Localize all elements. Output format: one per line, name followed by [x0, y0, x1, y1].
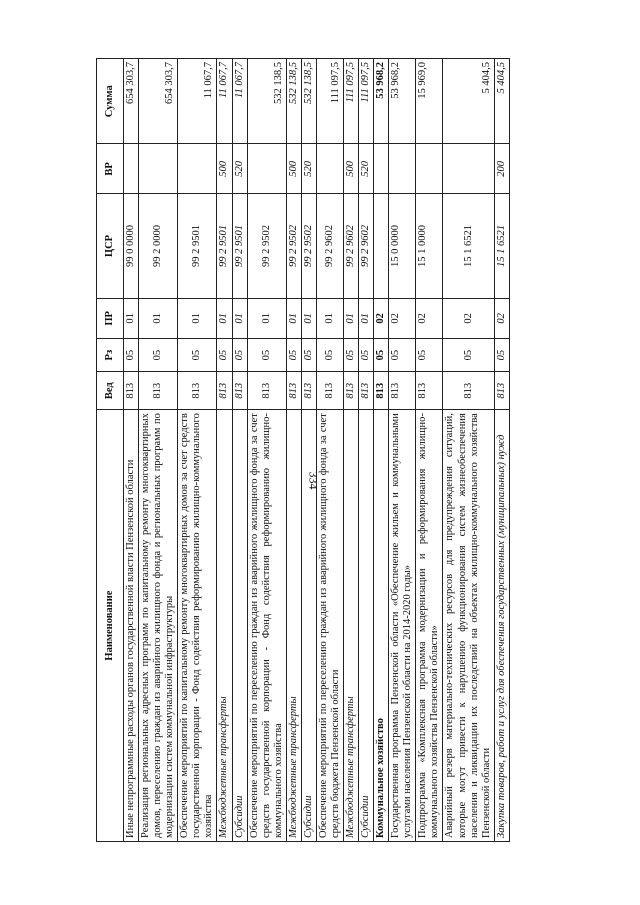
cell-pr: 01 [124, 298, 139, 338]
cell-csr: 99 2 9502 [247, 194, 286, 298]
cell-sum: 111 097,5 [344, 59, 359, 144]
table-row [443, 59, 494, 842]
cell-ved: 813 [494, 372, 509, 410]
header-vr: ВР [97, 144, 124, 194]
cell-name: Государственная программа Пензенской области «Обеспечение жильем и коммунальными услугами населения Пензенской области на 2014-2020 годы» [389, 410, 416, 842]
cell-ved: 813 [286, 372, 301, 410]
cell-vr: 520 [359, 144, 374, 194]
table-row [217, 59, 232, 842]
table-body [124, 59, 510, 842]
cell-csr: 99 2 9502 [286, 194, 301, 298]
cell-vr [443, 144, 494, 194]
cell-name: Субсидии [301, 410, 316, 842]
table-header-row [97, 59, 124, 842]
cell-rz: 05 [286, 339, 301, 372]
cell-vr [416, 144, 443, 194]
cell-pr: 02 [389, 298, 416, 338]
cell-vr [139, 144, 178, 194]
header-csr: ЦСР [97, 194, 124, 298]
cell-csr: 99 2 9602 [359, 194, 374, 298]
cell-csr: 15 1 0000 [416, 194, 443, 298]
cell-sum: 111 097,5 [359, 59, 374, 144]
table-row [178, 59, 217, 842]
cell-pr: 01 [359, 298, 374, 338]
cell-rz: 05 [359, 339, 374, 372]
cell-name: Реализация региональных адресных программ по капитальному ремонту многоквартирных домов, переселению граждан из аварийного жилищного фонда и региональных программ по модернизации систем коммунальной инфраструктуры [139, 410, 178, 842]
cell-ved: 813 [178, 372, 217, 410]
cell-name: Аварийный резерв материально-технических ресурсов для предупреждения ситуаций, которые могут привести к нарушению функционирования систем жизнеобеспечения населения и ликвидации их последствий на объектах жилищно-коммунального хозяйства Пензенской области [443, 410, 494, 842]
cell-pr: 01 [344, 298, 359, 338]
cell-name: Иные непрограммные расходы органов государственной власти Пензенской области [124, 410, 139, 842]
table-row [344, 59, 359, 842]
cell-ved: 813 [359, 372, 374, 410]
cell-csr: 99 2 9602 [316, 194, 343, 298]
cell-vr [247, 144, 286, 194]
cell-ved: 813 [316, 372, 343, 410]
cell-csr: 99 2 9602 [344, 194, 359, 298]
page-number: 334 [306, 471, 321, 490]
table-row [124, 59, 139, 842]
cell-vr: 500 [286, 144, 301, 194]
cell-name: Обеспечение мероприятий по переселению граждан из аварийного жилищного фонда за счет средств бюджета Пензенской области [316, 410, 343, 842]
cell-vr [124, 144, 139, 194]
cell-pr: 01 [247, 298, 286, 338]
cell-vr: 520 [301, 144, 316, 194]
header-sum: Сумма [97, 59, 124, 144]
cell-csr: 99 0 0000 [124, 194, 139, 298]
cell-ved: 813 [443, 372, 494, 410]
cell-ved: 813 [374, 372, 389, 410]
cell-vr: 520 [232, 144, 247, 194]
cell-name: Межбюджетные трансферты [217, 410, 232, 842]
rotated-table-container [96, 58, 636, 842]
cell-name: Коммунальное хозяйство [374, 410, 389, 842]
cell-sum: 111 097,5 [316, 59, 343, 144]
header-pr: ПР [97, 298, 124, 338]
cell-vr: 200 [494, 144, 509, 194]
table-row [359, 59, 374, 842]
table-row [494, 59, 509, 842]
cell-pr: 01 [301, 298, 316, 338]
cell-sum: 11 067,7 [232, 59, 247, 144]
cell-vr [389, 144, 416, 194]
cell-rz: 05 [389, 339, 416, 372]
header-name: Наименование [97, 410, 124, 842]
cell-sum: 11 067,7 [178, 59, 217, 144]
cell-name: Обеспечение мероприятий по переселению граждан из аварийного жилищного фонда за счет средств государственной корпорации - Фонд содействия реформированию жилищно-коммунального хозяйства [247, 410, 286, 842]
cell-name: Субсидии [232, 410, 247, 842]
cell-pr: 02 [374, 298, 389, 338]
cell-ved: 813 [344, 372, 359, 410]
cell-pr: 01 [286, 298, 301, 338]
cell-rz: 05 [217, 339, 232, 372]
cell-csr: 99 2 9501 [232, 194, 247, 298]
cell-sum: 53 968,2 [374, 59, 389, 144]
cell-ved: 813 [217, 372, 232, 410]
cell-pr: 01 [217, 298, 232, 338]
table-row [232, 59, 247, 842]
cell-pr: 01 [178, 298, 217, 338]
cell-sum: 15 969,0 [416, 59, 443, 144]
cell-ved: 813 [139, 372, 178, 410]
cell-pr: 02 [416, 298, 443, 338]
header-ved: Вед [97, 372, 124, 410]
cell-ved: 813 [247, 372, 286, 410]
cell-rz: 05 [232, 339, 247, 372]
table-row [374, 59, 389, 842]
table-row [389, 59, 416, 842]
cell-rz: 05 [416, 339, 443, 372]
cell-csr: 99 2 9501 [178, 194, 217, 298]
cell-csr: 99 2 0000 [139, 194, 178, 298]
cell-rz: 05 [124, 339, 139, 372]
cell-pr: 02 [494, 298, 509, 338]
cell-csr: 15 1 6521 [494, 194, 509, 298]
budget-table [96, 58, 510, 842]
cell-sum: 5 404,5 [443, 59, 494, 144]
cell-name: Обеспечение мероприятий по капитальному ремонту многоквартирных домов за счет средств государственной корпорации - Фонд содействия реформированию жилищно-коммунального хозяйства [178, 410, 217, 842]
cell-sum: 5 404,5 [494, 59, 509, 144]
cell-sum: 53 968,2 [389, 59, 416, 144]
table-row [316, 59, 343, 842]
cell-csr: 15 0 0000 [389, 194, 416, 298]
cell-rz: 05 [374, 339, 389, 372]
cell-rz: 05 [139, 339, 178, 372]
cell-rz: 05 [301, 339, 316, 372]
cell-rz: 05 [443, 339, 494, 372]
table-row [286, 59, 301, 842]
cell-rz: 05 [344, 339, 359, 372]
cell-ved: 813 [389, 372, 416, 410]
cell-sum: 11 067,7 [217, 59, 232, 144]
cell-pr: 01 [232, 298, 247, 338]
header-rz: Рз [97, 339, 124, 372]
cell-pr: 01 [139, 298, 178, 338]
cell-csr: 15 1 6521 [443, 194, 494, 298]
cell-sum: 532 138,5 [286, 59, 301, 144]
cell-pr: 02 [443, 298, 494, 338]
cell-sum: 532 138,5 [247, 59, 286, 144]
table-row [301, 59, 316, 842]
cell-rz: 05 [316, 339, 343, 372]
cell-name: Межбюджетные трансферты [344, 410, 359, 842]
cell-name: Межбюджетные трансферты [286, 410, 301, 842]
cell-ved: 813 [232, 372, 247, 410]
cell-csr [374, 194, 389, 298]
cell-vr: 500 [217, 144, 232, 194]
table-row [416, 59, 443, 842]
cell-sum: 654 303,7 [124, 59, 139, 144]
cell-sum: 532 138,5 [301, 59, 316, 144]
cell-name: Закупка товаров, работ и услуг для обеспечения государственных (муниципальных) нужд [494, 410, 509, 842]
cell-rz: 05 [494, 339, 509, 372]
cell-pr: 01 [316, 298, 343, 338]
cell-ved: 813 [124, 372, 139, 410]
cell-sum: 654 303,7 [139, 59, 178, 144]
cell-vr [178, 144, 217, 194]
cell-name: Подпрограмма «Комплексная программа модернизации и реформирования жилищно-коммунального хозяйства Пензенской области» [416, 410, 443, 842]
cell-name: Субсидии [359, 410, 374, 842]
cell-csr: 99 2 9502 [301, 194, 316, 298]
cell-csr: 99 2 9501 [217, 194, 232, 298]
cell-ved: 813 [301, 372, 316, 410]
table-row [139, 59, 178, 842]
cell-vr [316, 144, 343, 194]
cell-vr [374, 144, 389, 194]
cell-rz: 05 [247, 339, 286, 372]
cell-rz: 05 [178, 339, 217, 372]
cell-ved: 813 [416, 372, 443, 410]
table-row [247, 59, 286, 842]
cell-vr: 500 [344, 144, 359, 194]
